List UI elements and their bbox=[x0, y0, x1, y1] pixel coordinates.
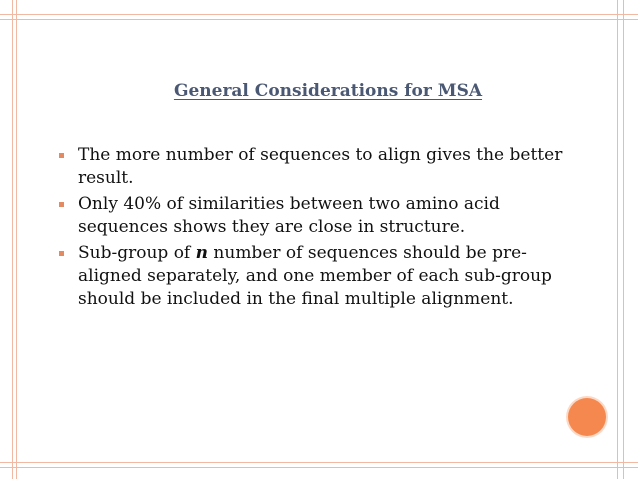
frame-line-left-inner bbox=[16, 0, 17, 479]
bullet-text-post: number of sequences should be pre-aligned separately, and one member of each sub-group should be included in the final multiple alignment. bbox=[78, 243, 552, 309]
bullet-square-icon bbox=[59, 251, 64, 256]
bullet-emphasis: n bbox=[195, 243, 209, 263]
frame-line-left-outer bbox=[12, 0, 13, 479]
bullet-square-icon bbox=[59, 202, 64, 207]
frame-line-bottom-inner bbox=[0, 462, 638, 463]
bullet-list bbox=[56, 144, 576, 314]
frame-line-bottom-outer bbox=[0, 467, 638, 468]
bullet-text: The more number of sequences to align gives the better result. bbox=[78, 145, 563, 188]
bullet-item bbox=[56, 193, 576, 239]
bullet-item bbox=[56, 242, 576, 311]
bullet-square-icon bbox=[59, 153, 64, 158]
slide-title-text: General Considerations for MSA bbox=[173, 81, 483, 101]
slide-title bbox=[0, 81, 638, 101]
frame-line-top-inner bbox=[0, 19, 638, 20]
frame-line-right-outer bbox=[623, 0, 624, 479]
bullet-item bbox=[56, 144, 576, 190]
frame-line-top-outer bbox=[0, 14, 638, 15]
bullet-text: Only 40% of similarities between two amino acid sequences shows they are close in structure. bbox=[78, 194, 500, 237]
decorative-circle-icon bbox=[568, 398, 606, 436]
frame-line-right-inner bbox=[617, 0, 618, 479]
bullet-text-pre: Sub-group of bbox=[78, 243, 196, 263]
